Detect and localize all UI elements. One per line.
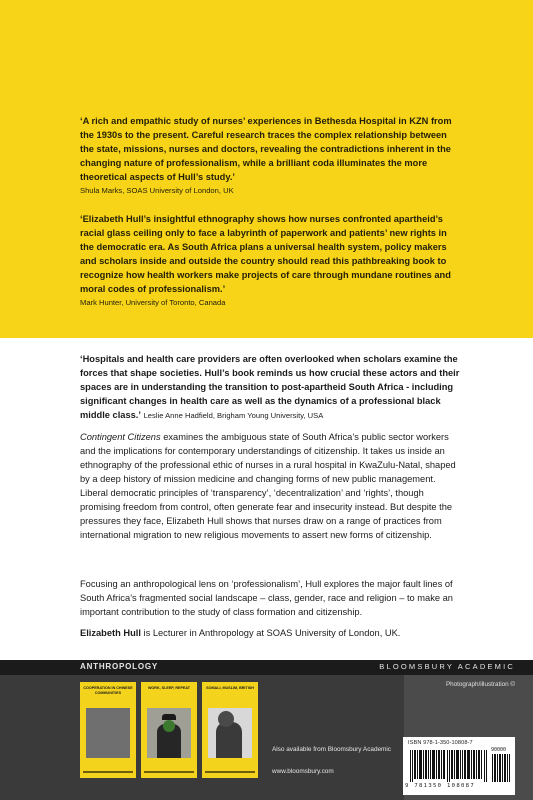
author-bio-text: is Lecturer in Anthropology at SOAS University of London, UK.: [140, 628, 401, 638]
footer-header: [0, 660, 533, 675]
barcode-addon-digits: 90000: [491, 747, 507, 753]
related-book-title: COOPERATION IN CHINESE COMMUNITIES: [83, 686, 133, 695]
cover-photo: [208, 708, 252, 758]
quote-text: ‘A rich and empathic study of nurses’ experiences in Bethesda Hospital in KZN from the 1930s to the present. Careful research traces the complex relationship between the state, missions, nurses and doctors, revealing the contradictions inherent in the changing nature of professionalism, while a brilliant coda illuminates the more theoretical aspects of Hull’s study.’: [80, 116, 452, 182]
apple-icon: [163, 720, 175, 732]
figure-head: [218, 711, 234, 727]
related-book-cover-3: [202, 682, 258, 778]
endorsement-quote-1: [80, 114, 452, 197]
author-name: Elizabeth Hull: [80, 628, 141, 638]
description-text: examines the ambiguous state of South Africa’s public sector workers and the implications for contemporary understandings of citizenship. It takes us inside an ethnography of the professional ethic of nurses in a rural hospital in KwaZulu-Natal, shaped by a deep history of mission medicine and changing forms of new public management. Liberal democratic principles of ‘transparency’, ‘decentralization’ and ‘rights’, though promising freedom from control, often generate fear and insecurity instead. But despite the pressures they face, Elizabeth Hull shows that nurses draw on a range of practices from international migration to new religious movements to assert new forms of citizenship.: [80, 432, 456, 540]
description-paragraph-2: Focusing an anthropological lens on ‘professionalism’, Hull explores the major fault lines of South Africa’s fragmented social landscape – class, gender, race and religion – to make an important contribution to the study of class formation and citizenship.: [80, 579, 453, 617]
author-bio: [80, 626, 462, 640]
yellow-panel: [0, 0, 533, 338]
also-available-text: Also available from Bloomsbury Academic: [272, 746, 391, 753]
related-book-cover-1: [80, 682, 136, 778]
barcode: [403, 737, 515, 795]
quote-attribution: Shula Marks, SOAS University of London, UK: [80, 186, 234, 195]
endorsement-quote-3: [80, 352, 460, 423]
cover-photo: [147, 708, 191, 758]
endorsement-quote-2: [80, 212, 452, 309]
figure-silhouette: [216, 722, 242, 758]
quote-text: ‘Hospitals and health care providers are often overlooked when scholars examine the forces that shape societies. Hull’s book reminds us how crucial these actors and their spaces are in understanding the transition to post-apartheid South Africa - including significant changes in health care as well as the dynamics of a professional black middle class.’: [80, 354, 460, 420]
related-book-title: WORK, SLEEP, REPEAT: [147, 686, 191, 690]
quote-attribution: Mark Hunter, University of Toronto, Canada: [80, 298, 226, 307]
quote-attribution: Leslie Anne Hadfield, Brigham Young University, USA: [143, 411, 324, 420]
description-paragraph-1: [80, 430, 462, 542]
cover-photo: [86, 708, 130, 758]
photo-credit: Photograph/illustration ©: [445, 681, 515, 688]
publisher-name: BLOOMSBURY ACADEMIC: [379, 662, 515, 671]
book-title-italic: Contingent Citizens: [80, 432, 161, 442]
quote-text: ‘Elizabeth Hull’s insightful ethnography shows how nurses confronted apartheid’s racial glass ceiling only to face a labyrinth of paperwork and patients’ new rights in the democratic era. As South Africa plans a universal health system, policy makers and scholars inside and outside the country should read this pathbreaking book to recognize how health workers make projects of care through mundane routines and moral codes of professionalism.’: [80, 214, 451, 294]
barcode-digits: 9 781350 108087: [405, 783, 476, 789]
related-book-cover-2: [141, 682, 197, 778]
publisher-website: www.bloomsbury.com: [272, 768, 334, 775]
subject-label: ANTHROPOLOGY: [80, 662, 159, 671]
related-book-title: SOMALI, MUSLIM, BRITISH: [206, 686, 254, 690]
barcode-addon-icon: [492, 754, 510, 782]
isbn-number: ISBN 978-1-350-10808-7: [408, 740, 473, 746]
footer-band: [0, 660, 533, 800]
barcode-bars-icon: [410, 750, 488, 782]
